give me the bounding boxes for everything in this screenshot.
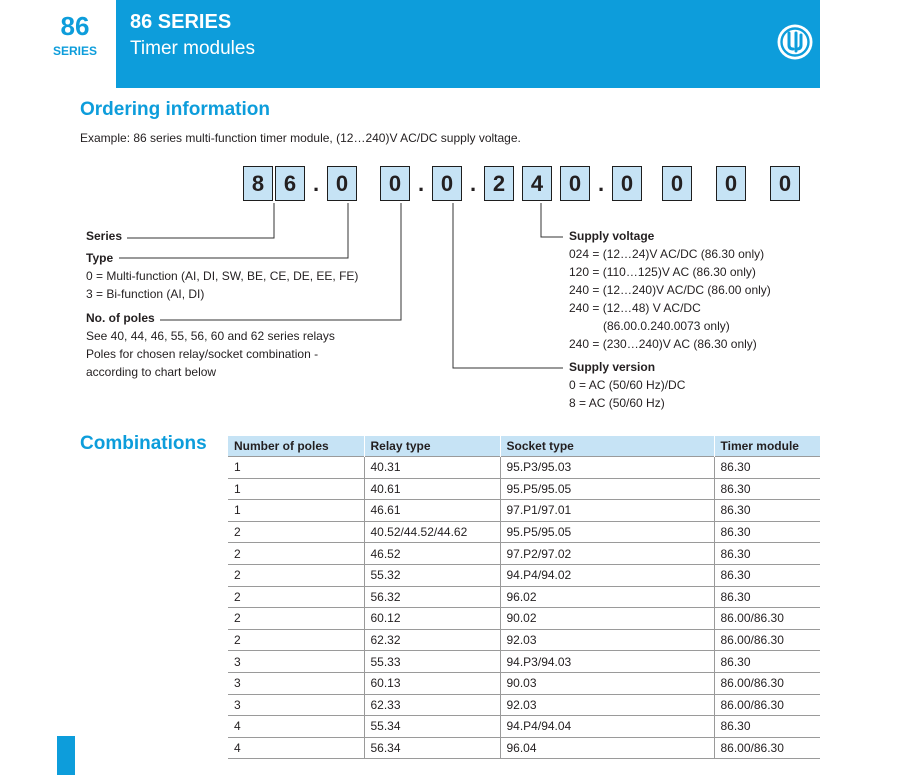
table-cell: 86.30: [714, 478, 820, 500]
table-cell: 86.30: [714, 716, 820, 738]
table-cell: 86.30: [714, 651, 820, 673]
code-digit: 0: [716, 166, 746, 201]
combinations-heading: Combinations: [80, 433, 207, 454]
table-cell: 86.30: [714, 521, 820, 543]
code-digit: 0: [432, 166, 462, 201]
table-cell: 95.P5/95.05: [500, 478, 714, 500]
table-row: [228, 457, 820, 479]
example-text: Example: 86 series multi-function timer module, (12…240)V AC/DC supply voltage.: [80, 131, 521, 145]
combinations-table: [228, 436, 820, 759]
table-row: [228, 521, 820, 543]
table-cell: 40.61: [364, 478, 500, 500]
column-header: Timer module: [714, 436, 820, 457]
supply-voltage-line: 240 = (230…240)V AC (86.30 only): [569, 337, 757, 351]
table-cell: 3: [228, 651, 364, 673]
supply-voltage-line: 240 = (12…48) V AC/DC: [569, 301, 701, 315]
supply-voltage-line: 024 = (12…24)V AC/DC (86.30 only): [569, 247, 765, 261]
table-cell: 2: [228, 586, 364, 608]
code-digit: 0: [662, 166, 692, 201]
table-row: [228, 629, 820, 651]
column-header: Number of poles: [228, 436, 364, 457]
banner-subtitle: Timer modules: [130, 38, 255, 59]
poles-line: according to chart below: [86, 365, 217, 379]
table-row: [228, 737, 820, 759]
table-row: [228, 608, 820, 630]
table-cell: 3: [228, 672, 364, 694]
table-cell: 46.52: [364, 543, 500, 565]
table-cell: 60.12: [364, 608, 500, 630]
code-digit: 0: [612, 166, 642, 201]
table-row: [228, 651, 820, 673]
table-cell: 55.32: [364, 564, 500, 586]
code-separator: .: [417, 171, 425, 196]
type-line: 0 = Multi-function (AI, DI, SW, BE, CE, DE, EE, FE): [86, 269, 359, 283]
table-cell: 94.P4/94.02: [500, 564, 714, 586]
table-row: [228, 586, 820, 608]
code-digit: 4: [522, 166, 552, 201]
table-cell: 94.P3/94.03: [500, 651, 714, 673]
table-cell: 62.32: [364, 629, 500, 651]
page-corner-tab: [57, 736, 75, 775]
banner-title: 86 SERIES: [130, 11, 232, 33]
table-row: [228, 500, 820, 522]
table-cell: 86.30: [714, 543, 820, 565]
table-cell: 4: [228, 716, 364, 738]
table-cell: 86.00/86.30: [714, 608, 820, 630]
table-row: [228, 694, 820, 716]
supply-version-label: Supply version: [569, 360, 656, 374]
table-cell: 86.00/86.30: [714, 672, 820, 694]
table-cell: 55.34: [364, 716, 500, 738]
table-cell: 2: [228, 629, 364, 651]
table-cell: 62.33: [364, 694, 500, 716]
table-cell: 86.30: [714, 457, 820, 479]
table-cell: 60.13: [364, 672, 500, 694]
table-cell: 97.P1/97.01: [500, 500, 714, 522]
series-word: SERIES: [52, 44, 97, 58]
table-cell: 40.31: [364, 457, 500, 479]
supply-version-line: 8 = AC (50/60 Hz): [569, 396, 665, 410]
table-row: [228, 564, 820, 586]
table-cell: 96.04: [500, 737, 714, 759]
table-cell: 94.P4/94.04: [500, 716, 714, 738]
table-cell: 86.00/86.30: [714, 694, 820, 716]
code-digit: 0: [770, 166, 800, 201]
table-cell: 2: [228, 564, 364, 586]
code-digit: 8: [243, 166, 273, 201]
supply-voltage-line: 120 = (110…125)V AC (86.30 only): [569, 265, 756, 279]
table-cell: 55.33: [364, 651, 500, 673]
code-separator: .: [469, 171, 477, 196]
table-body: [228, 457, 820, 759]
table-cell: 56.32: [364, 586, 500, 608]
table-cell: 90.03: [500, 672, 714, 694]
code-digit: 6: [275, 166, 305, 201]
table-row: [228, 543, 820, 565]
column-header: Socket type: [500, 436, 714, 457]
supply-version-line: 0 = AC (50/60 Hz)/DC: [569, 378, 686, 392]
code-digit: 0: [327, 166, 357, 201]
column-header: Relay type: [364, 436, 500, 457]
table-cell: 96.02: [500, 586, 714, 608]
series-number: 86: [60, 11, 90, 41]
table-cell: 92.03: [500, 694, 714, 716]
table-row: [228, 672, 820, 694]
supply-voltage-line: (86.00.0.240.0073 only): [603, 319, 730, 333]
table-cell: 3: [228, 694, 364, 716]
ordering-heading: Ordering information: [80, 99, 270, 120]
code-digit: 0: [560, 166, 590, 201]
table-cell: 86.30: [714, 500, 820, 522]
table-cell: 1: [228, 478, 364, 500]
table-cell: 1: [228, 500, 364, 522]
table-cell: 56.34: [364, 737, 500, 759]
table-cell: 95.P5/95.05: [500, 521, 714, 543]
table-cell: 97.P2/97.02: [500, 543, 714, 565]
series-label: Series: [86, 229, 123, 243]
table-cell: 86.30: [714, 586, 820, 608]
table-row: [228, 478, 820, 500]
supply-voltage-label: Supply voltage: [569, 229, 655, 243]
poles-label: No. of poles: [86, 311, 155, 325]
table-cell: 86.00/86.30: [714, 629, 820, 651]
code-separator: .: [597, 171, 605, 196]
table-cell: 86.00/86.30: [714, 737, 820, 759]
type-line: 3 = Bi-function (AI, DI): [86, 287, 205, 301]
table-cell: 92.03: [500, 629, 714, 651]
code-digit: 0: [380, 166, 410, 201]
table-cell: 2: [228, 521, 364, 543]
table-cell: 1: [228, 457, 364, 479]
table-row: [228, 716, 820, 738]
table-cell: 2: [228, 543, 364, 565]
code-separator: .: [312, 171, 320, 196]
table-cell: 95.P3/95.03: [500, 457, 714, 479]
table-cell: 4: [228, 737, 364, 759]
code-digit: 2: [484, 166, 514, 201]
table-cell: 90.02: [500, 608, 714, 630]
poles-line: See 40, 44, 46, 55, 56, 60 and 62 series relays: [86, 329, 335, 343]
table-cell: 86.30: [714, 564, 820, 586]
table-header-row: [228, 436, 820, 457]
poles-line: Poles for chosen relay/socket combination -: [86, 347, 319, 361]
table-cell: 2: [228, 608, 364, 630]
table-cell: 46.61: [364, 500, 500, 522]
table-cell: 40.52/44.52/44.62: [364, 521, 500, 543]
type-label: Type: [86, 251, 114, 265]
supply-voltage-line: 240 = (12…240)V AC/DC (86.00 only): [569, 283, 771, 297]
